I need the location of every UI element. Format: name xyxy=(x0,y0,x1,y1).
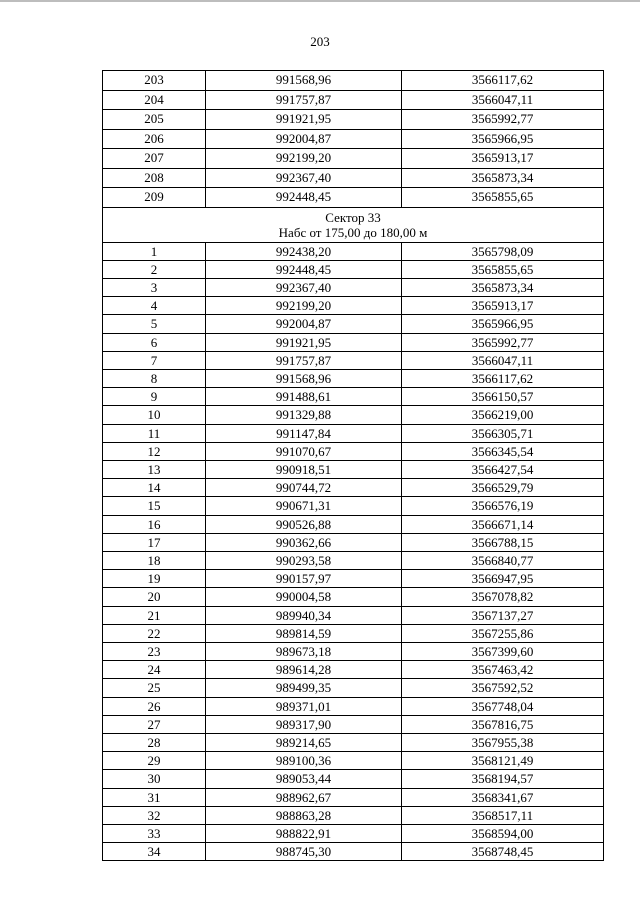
x-coordinate-cell: 992199,20 xyxy=(206,149,402,169)
y-coordinate-cell: 3567463,42 xyxy=(402,661,604,679)
y-coordinate-cell: 3566047,11 xyxy=(402,90,604,110)
y-coordinate-cell: 3566117,62 xyxy=(402,369,604,387)
x-coordinate-cell: 991757,87 xyxy=(206,351,402,369)
y-coordinate-cell: 3567255,86 xyxy=(402,624,604,642)
y-coordinate-cell: 3565873,34 xyxy=(402,168,604,188)
table-row xyxy=(103,697,604,715)
x-coordinate-cell: 991921,95 xyxy=(206,333,402,351)
point-number-cell: 31 xyxy=(103,788,206,806)
y-coordinate-cell: 3565913,17 xyxy=(402,297,604,315)
table-row xyxy=(103,242,604,260)
point-number-cell: 2 xyxy=(103,260,206,278)
table-row xyxy=(103,149,604,169)
table-row xyxy=(103,843,604,861)
x-coordinate-cell: 992004,87 xyxy=(206,315,402,333)
upper-rows-group xyxy=(103,71,604,208)
point-number-cell: 34 xyxy=(103,843,206,861)
table-row xyxy=(103,551,604,569)
table-row xyxy=(103,588,604,606)
y-coordinate-cell: 3565966,95 xyxy=(402,129,604,149)
sector-title: Сектор 33 xyxy=(325,209,381,225)
point-number-cell: 4 xyxy=(103,297,206,315)
point-number-cell: 15 xyxy=(103,497,206,515)
table-row xyxy=(103,188,604,208)
point-number-cell: 33 xyxy=(103,825,206,843)
table-row xyxy=(103,71,604,91)
table-row xyxy=(103,752,604,770)
x-coordinate-cell: 989371,01 xyxy=(206,697,402,715)
table-row xyxy=(103,515,604,533)
table-row xyxy=(103,770,604,788)
point-number-cell: 205 xyxy=(103,110,206,130)
y-coordinate-cell: 3567078,82 xyxy=(402,588,604,606)
y-coordinate-cell: 3566345,54 xyxy=(402,442,604,460)
point-number-cell: 8 xyxy=(103,369,206,387)
x-coordinate-cell: 992367,40 xyxy=(206,168,402,188)
point-number-cell: 25 xyxy=(103,679,206,697)
point-number-cell: 7 xyxy=(103,351,206,369)
point-number-cell: 21 xyxy=(103,606,206,624)
table-row xyxy=(103,315,604,333)
x-coordinate-cell: 989317,90 xyxy=(206,715,402,733)
point-number-cell: 29 xyxy=(103,752,206,770)
x-coordinate-cell: 989673,18 xyxy=(206,642,402,660)
x-coordinate-cell: 992448,45 xyxy=(206,188,402,208)
y-coordinate-cell: 3568517,11 xyxy=(402,806,604,824)
y-coordinate-cell: 3566671,14 xyxy=(402,515,604,533)
y-coordinate-cell: 3567748,04 xyxy=(402,697,604,715)
point-number-cell: 18 xyxy=(103,551,206,569)
x-coordinate-cell: 991329,88 xyxy=(206,406,402,424)
x-coordinate-cell: 990526,88 xyxy=(206,515,402,533)
point-number-cell: 208 xyxy=(103,168,206,188)
table-row xyxy=(103,442,604,460)
y-coordinate-cell: 3566305,71 xyxy=(402,424,604,442)
table-row xyxy=(103,661,604,679)
point-number-cell: 14 xyxy=(103,479,206,497)
table-row xyxy=(103,733,604,751)
point-number-cell: 10 xyxy=(103,406,206,424)
y-coordinate-cell: 3567399,60 xyxy=(402,642,604,660)
y-coordinate-cell: 3566576,19 xyxy=(402,497,604,515)
x-coordinate-cell: 990293,58 xyxy=(206,551,402,569)
point-number-cell: 27 xyxy=(103,715,206,733)
x-coordinate-cell: 991921,95 xyxy=(206,110,402,130)
point-number-cell: 1 xyxy=(103,242,206,260)
y-coordinate-cell: 3568121,49 xyxy=(402,752,604,770)
sector-header-group xyxy=(103,207,604,242)
page-number: 203 xyxy=(310,34,330,49)
table-row xyxy=(103,642,604,660)
point-number-cell: 204 xyxy=(103,90,206,110)
table-row xyxy=(103,533,604,551)
x-coordinate-cell: 989053,44 xyxy=(206,770,402,788)
y-coordinate-cell: 3566529,79 xyxy=(402,479,604,497)
point-number-cell: 6 xyxy=(103,333,206,351)
table-row xyxy=(103,406,604,424)
table-row xyxy=(103,168,604,188)
y-coordinate-cell: 3565966,95 xyxy=(402,315,604,333)
point-number-cell: 28 xyxy=(103,733,206,751)
y-coordinate-cell: 3568194,57 xyxy=(402,770,604,788)
y-coordinate-cell: 3565992,77 xyxy=(402,333,604,351)
x-coordinate-cell: 991568,96 xyxy=(206,71,402,91)
table-row xyxy=(103,297,604,315)
y-coordinate-cell: 3566788,15 xyxy=(402,533,604,551)
point-number-cell: 24 xyxy=(103,661,206,679)
point-number-cell: 9 xyxy=(103,388,206,406)
x-coordinate-cell: 991070,67 xyxy=(206,442,402,460)
y-coordinate-cell: 3565855,65 xyxy=(402,188,604,208)
x-coordinate-cell: 990004,58 xyxy=(206,588,402,606)
x-coordinate-cell: 991568,96 xyxy=(206,369,402,387)
y-coordinate-cell: 3568341,67 xyxy=(402,788,604,806)
point-number-cell: 12 xyxy=(103,442,206,460)
x-coordinate-cell: 988822,91 xyxy=(206,825,402,843)
point-number-cell: 17 xyxy=(103,533,206,551)
x-coordinate-cell: 988863,28 xyxy=(206,806,402,824)
x-coordinate-cell: 991757,87 xyxy=(206,90,402,110)
coordinates-table xyxy=(102,70,604,861)
x-coordinate-cell: 988745,30 xyxy=(206,843,402,861)
y-coordinate-cell: 3568748,45 xyxy=(402,843,604,861)
x-coordinate-cell: 990671,31 xyxy=(206,497,402,515)
point-number-cell: 3 xyxy=(103,278,206,296)
point-number-cell: 23 xyxy=(103,642,206,660)
x-coordinate-cell: 989814,59 xyxy=(206,624,402,642)
table-row xyxy=(103,624,604,642)
point-number-cell: 11 xyxy=(103,424,206,442)
y-coordinate-cell: 3565873,34 xyxy=(402,278,604,296)
y-coordinate-cell: 3567137,27 xyxy=(402,606,604,624)
y-coordinate-cell: 3567955,38 xyxy=(402,733,604,751)
point-number-cell: 5 xyxy=(103,315,206,333)
table-row xyxy=(103,110,604,130)
point-number-cell: 30 xyxy=(103,770,206,788)
table-row xyxy=(103,388,604,406)
point-number-cell: 207 xyxy=(103,149,206,169)
point-number-cell: 16 xyxy=(103,515,206,533)
table-row xyxy=(103,460,604,478)
y-coordinate-cell: 3566047,11 xyxy=(402,351,604,369)
table-row xyxy=(103,351,604,369)
y-coordinate-cell: 3567816,75 xyxy=(402,715,604,733)
x-coordinate-cell: 992367,40 xyxy=(206,278,402,296)
point-number-cell: 32 xyxy=(103,806,206,824)
x-coordinate-cell: 990744,72 xyxy=(206,479,402,497)
x-coordinate-cell: 989614,28 xyxy=(206,661,402,679)
y-coordinate-cell: 3566427,54 xyxy=(402,460,604,478)
point-number-cell: 209 xyxy=(103,188,206,208)
table-row xyxy=(103,570,604,588)
x-coordinate-cell: 991488,61 xyxy=(206,388,402,406)
table-row xyxy=(103,679,604,697)
y-coordinate-cell: 3565992,77 xyxy=(402,110,604,130)
table-row xyxy=(103,90,604,110)
y-coordinate-cell: 3566117,62 xyxy=(402,71,604,91)
table-row xyxy=(103,479,604,497)
x-coordinate-cell: 992199,20 xyxy=(206,297,402,315)
sector-header-cell xyxy=(103,207,604,242)
scan-edge-line xyxy=(0,0,640,2)
point-number-cell: 203 xyxy=(103,71,206,91)
x-coordinate-cell: 990157,97 xyxy=(206,570,402,588)
x-coordinate-cell: 992438,20 xyxy=(206,242,402,260)
table-row xyxy=(103,825,604,843)
table-row xyxy=(103,369,604,387)
table-row xyxy=(103,260,604,278)
x-coordinate-cell: 991147,84 xyxy=(206,424,402,442)
table-row xyxy=(103,788,604,806)
y-coordinate-cell: 3567592,52 xyxy=(402,679,604,697)
x-coordinate-cell: 992004,87 xyxy=(206,129,402,149)
point-number-cell: 206 xyxy=(103,129,206,149)
table-row xyxy=(103,333,604,351)
table-row xyxy=(103,715,604,733)
y-coordinate-cell: 3565855,65 xyxy=(402,260,604,278)
table-row xyxy=(103,424,604,442)
table-row xyxy=(103,497,604,515)
x-coordinate-cell: 989499,35 xyxy=(206,679,402,697)
y-coordinate-cell: 3566947,95 xyxy=(402,570,604,588)
point-number-cell: 22 xyxy=(103,624,206,642)
sector-subtitle: Набс от 175,00 до 180,00 м xyxy=(278,224,428,240)
x-coordinate-cell: 989100,36 xyxy=(206,752,402,770)
table-row xyxy=(103,606,604,624)
table-row xyxy=(103,806,604,824)
y-coordinate-cell: 3566219,00 xyxy=(402,406,604,424)
x-coordinate-cell: 989214,65 xyxy=(206,733,402,751)
y-coordinate-cell: 3566150,57 xyxy=(402,388,604,406)
x-coordinate-cell: 989940,34 xyxy=(206,606,402,624)
x-coordinate-cell: 992448,45 xyxy=(206,260,402,278)
y-coordinate-cell: 3568594,00 xyxy=(402,825,604,843)
y-coordinate-cell: 3565913,17 xyxy=(402,149,604,169)
point-number-cell: 26 xyxy=(103,697,206,715)
table-row xyxy=(103,129,604,149)
y-coordinate-cell: 3565798,09 xyxy=(402,242,604,260)
table-row xyxy=(103,278,604,296)
x-coordinate-cell: 990362,66 xyxy=(206,533,402,551)
x-coordinate-cell: 988962,67 xyxy=(206,788,402,806)
point-number-cell: 20 xyxy=(103,588,206,606)
sector-rows-group xyxy=(103,242,604,861)
sector-header-row xyxy=(103,207,604,242)
point-number-cell: 19 xyxy=(103,570,206,588)
point-number-cell: 13 xyxy=(103,460,206,478)
y-coordinate-cell: 3566840,77 xyxy=(402,551,604,569)
x-coordinate-cell: 990918,51 xyxy=(206,460,402,478)
